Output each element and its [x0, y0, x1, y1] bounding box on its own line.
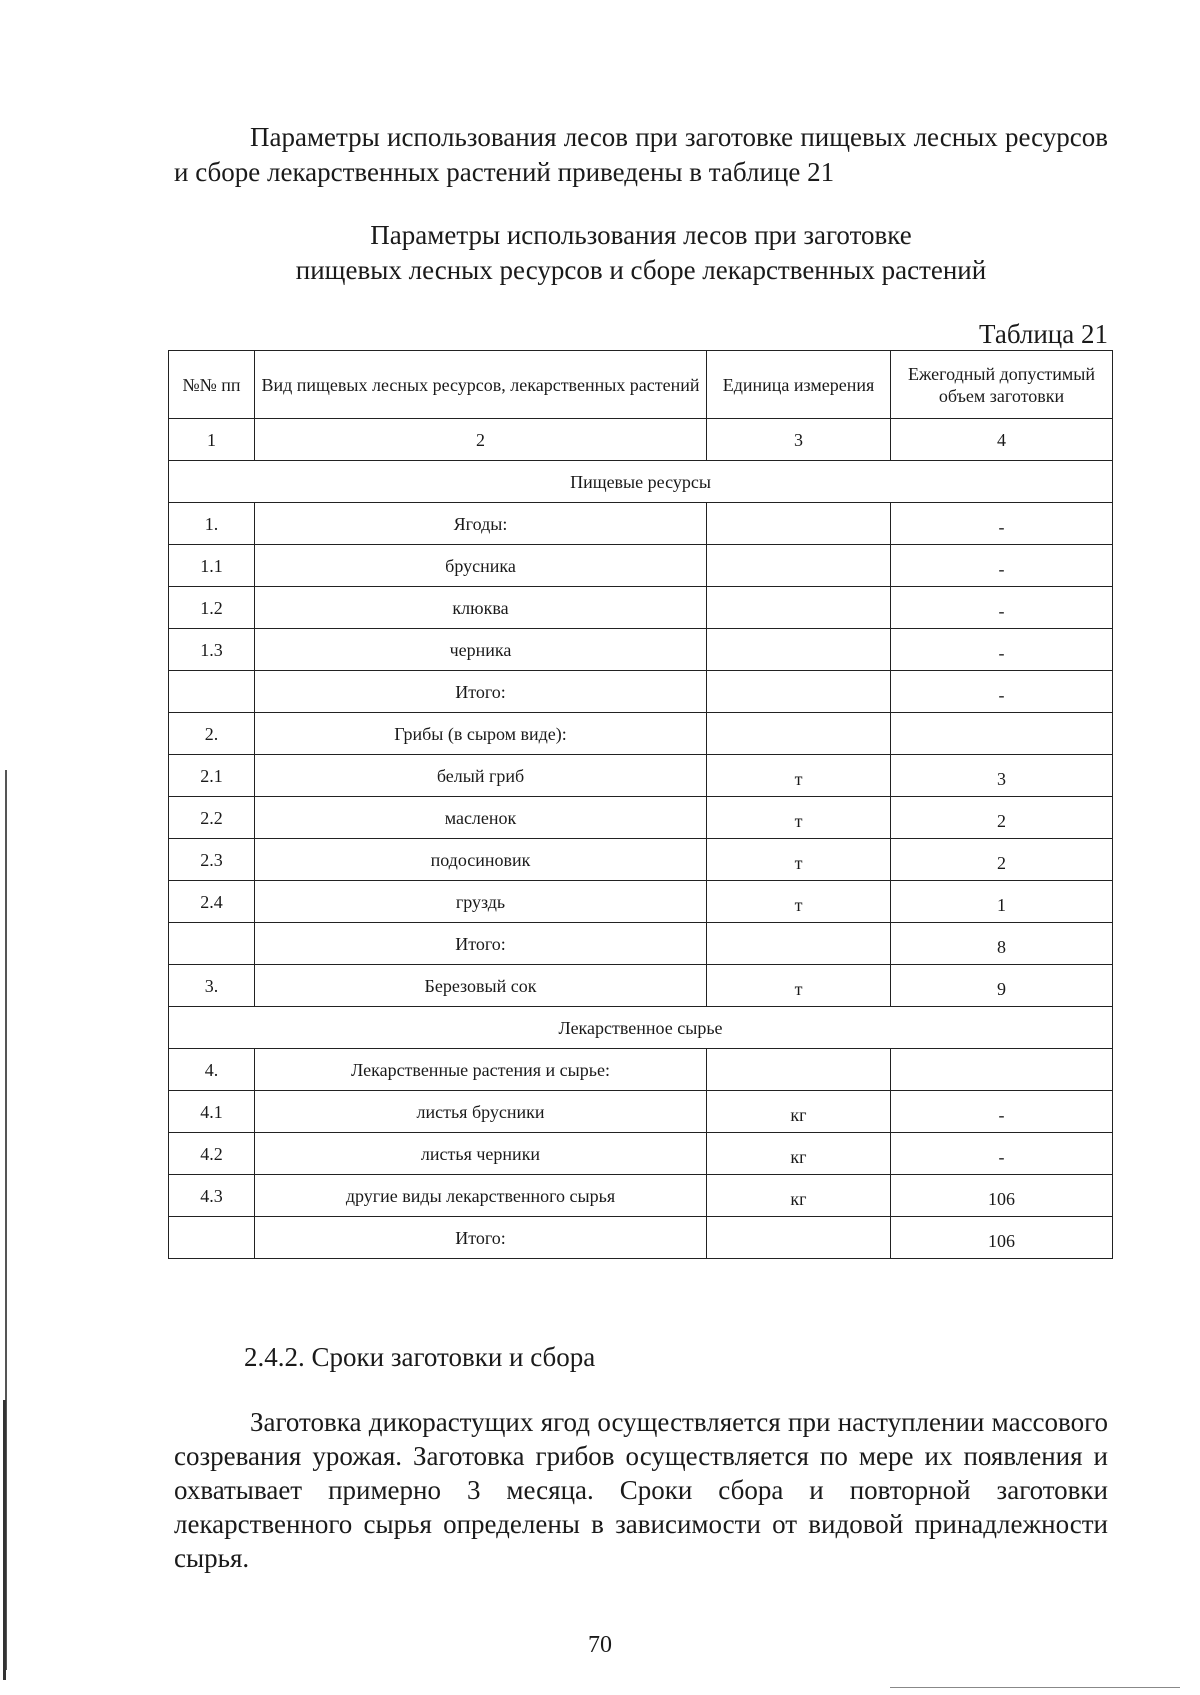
resource-name-cell: Лекарственные растения и сырье:	[255, 1049, 707, 1091]
table-row	[169, 755, 1113, 797]
row-number-cell: 4.3	[169, 1175, 255, 1217]
row-number-cell: 3.	[169, 965, 255, 1007]
resource-name-cell: листья брусники	[255, 1091, 707, 1133]
table-row	[169, 881, 1113, 923]
table-row	[169, 671, 1113, 713]
column-number-cell: 3	[707, 419, 891, 461]
unit-cell	[707, 923, 891, 965]
row-number-cell: 1.1	[169, 545, 255, 587]
table-row	[169, 1133, 1113, 1175]
table-row	[169, 923, 1113, 965]
volume-cell: 3	[891, 755, 1113, 797]
section-heading: 2.4.2. Сроки заготовки и сбора	[244, 1342, 596, 1372]
row-number-cell: 1.2	[169, 587, 255, 629]
section-row-medicinal	[169, 1007, 1113, 1049]
row-number-cell: 1.3	[169, 629, 255, 671]
resource-name-cell: листья черники	[255, 1133, 707, 1175]
row-number-cell	[169, 1217, 255, 1259]
volume-cell: -	[891, 587, 1113, 629]
volume-cell: 1	[891, 881, 1113, 923]
row-number-cell: 2.1	[169, 755, 255, 797]
resource-name-cell: белый гриб	[255, 755, 707, 797]
volume-cell: -	[891, 671, 1113, 713]
table-row	[169, 503, 1113, 545]
table-row	[169, 1049, 1113, 1091]
resource-name-cell: масленок	[255, 797, 707, 839]
resource-name-cell: груздь	[255, 881, 707, 923]
table-row	[169, 713, 1113, 755]
unit-cell	[707, 1217, 891, 1259]
table-row	[169, 839, 1113, 881]
row-number-cell: 4.1	[169, 1091, 255, 1133]
table-row	[169, 965, 1113, 1007]
unit-cell	[707, 587, 891, 629]
volume-cell: 2	[891, 839, 1113, 881]
table-title-line-1: Параметры использования лесов при заготовке	[370, 220, 912, 250]
table-title-line-2: пищевых лесных ресурсов и сборе лекарственных растений	[295, 255, 987, 285]
volume-cell: 106	[891, 1217, 1113, 1259]
unit-cell	[707, 1049, 891, 1091]
row-number-cell: 2.3	[169, 839, 255, 881]
unit-cell: т	[707, 881, 891, 923]
unit-cell	[707, 671, 891, 713]
header-resource-type: Вид пищевых лесных ресурсов, лекарственных растений	[255, 351, 707, 419]
volume-cell: -	[891, 545, 1113, 587]
row-number-cell: 4.2	[169, 1133, 255, 1175]
resource-name-cell: Березовый сок	[255, 965, 707, 1007]
volume-cell: -	[891, 503, 1113, 545]
resource-name-cell: подосиновик	[255, 839, 707, 881]
unit-cell: кг	[707, 1133, 891, 1175]
resource-name-cell: брусника	[255, 545, 707, 587]
unit-cell	[707, 713, 891, 755]
table-row	[169, 629, 1113, 671]
volume-cell: -	[891, 1133, 1113, 1175]
unit-cell	[707, 629, 891, 671]
volume-cell: 2	[891, 797, 1113, 839]
unit-cell: т	[707, 839, 891, 881]
volume-cell	[891, 713, 1113, 755]
unit-cell	[707, 545, 891, 587]
volume-cell: 9	[891, 965, 1113, 1007]
scan-edge-line	[890, 1687, 1180, 1688]
scan-edge-line	[3, 1400, 6, 1680]
resource-name-cell: Грибы (в сыром виде):	[255, 713, 707, 755]
volume-cell: 8	[891, 923, 1113, 965]
column-number-row	[169, 419, 1113, 461]
row-number-cell: 1.	[169, 503, 255, 545]
table-row	[169, 1217, 1113, 1259]
table-row	[169, 1091, 1113, 1133]
resource-name-cell: другие виды лекарственного сырья	[255, 1175, 707, 1217]
unit-cell: т	[707, 965, 891, 1007]
table-title	[174, 218, 1108, 288]
volume-cell	[891, 1049, 1113, 1091]
resource-name-cell: черника	[255, 629, 707, 671]
table-number: Таблица 21	[979, 319, 1108, 349]
resource-name-cell: Итого:	[255, 923, 707, 965]
volume-cell: -	[891, 1091, 1113, 1133]
row-number-cell	[169, 671, 255, 713]
section-row-food	[169, 461, 1113, 503]
resource-name-cell: Ягоды:	[255, 503, 707, 545]
column-number-cell: 2	[255, 419, 707, 461]
unit-cell: т	[707, 755, 891, 797]
body-paragraph: Заготовка дикорастущих ягод осуществляется при наступлении массового созревания урожая. Заготовка грибов осуществляется по мере их появления и охватывает примерно 3 месяца. Сроки сбора и повторной заготовки лекарственного сырья определены в зависимости от видовой принадлежности сырья.	[174, 1407, 1108, 1573]
resource-name-cell: Итого:	[255, 671, 707, 713]
resource-name-cell: Итого:	[255, 1217, 707, 1259]
header-unit: Единица измерения	[707, 351, 891, 419]
table-row	[169, 545, 1113, 587]
volume-cell: 106	[891, 1175, 1113, 1217]
row-number-cell: 4.	[169, 1049, 255, 1091]
row-number-cell: 2.	[169, 713, 255, 755]
section-label-food: Пищевые ресурсы	[169, 461, 1113, 503]
resources-table	[168, 350, 1113, 1259]
unit-cell: т	[707, 797, 891, 839]
table-header-row	[169, 351, 1113, 419]
section-label-medicinal: Лекарственное сырье	[169, 1007, 1113, 1049]
row-number-cell	[169, 923, 255, 965]
row-number-cell: 2.4	[169, 881, 255, 923]
unit-cell	[707, 503, 891, 545]
table-row	[169, 587, 1113, 629]
volume-cell: -	[891, 629, 1113, 671]
unit-cell: кг	[707, 1091, 891, 1133]
header-annual-volume: Ежегодный допустимый объем заготовки	[891, 351, 1113, 419]
page-number: 70	[588, 1632, 612, 1658]
intro-paragraph: Параметры использования лесов при заготовке пищевых лесных ресурсов и сборе лекарственных растений приведены в таблице 21	[174, 122, 1108, 187]
column-number-cell: 1	[169, 419, 255, 461]
resource-name-cell: клюква	[255, 587, 707, 629]
table-row	[169, 1175, 1113, 1217]
column-number-cell: 4	[891, 419, 1113, 461]
table-row	[169, 797, 1113, 839]
header-number: №№ пп	[169, 351, 255, 419]
row-number-cell: 2.2	[169, 797, 255, 839]
unit-cell: кг	[707, 1175, 891, 1217]
